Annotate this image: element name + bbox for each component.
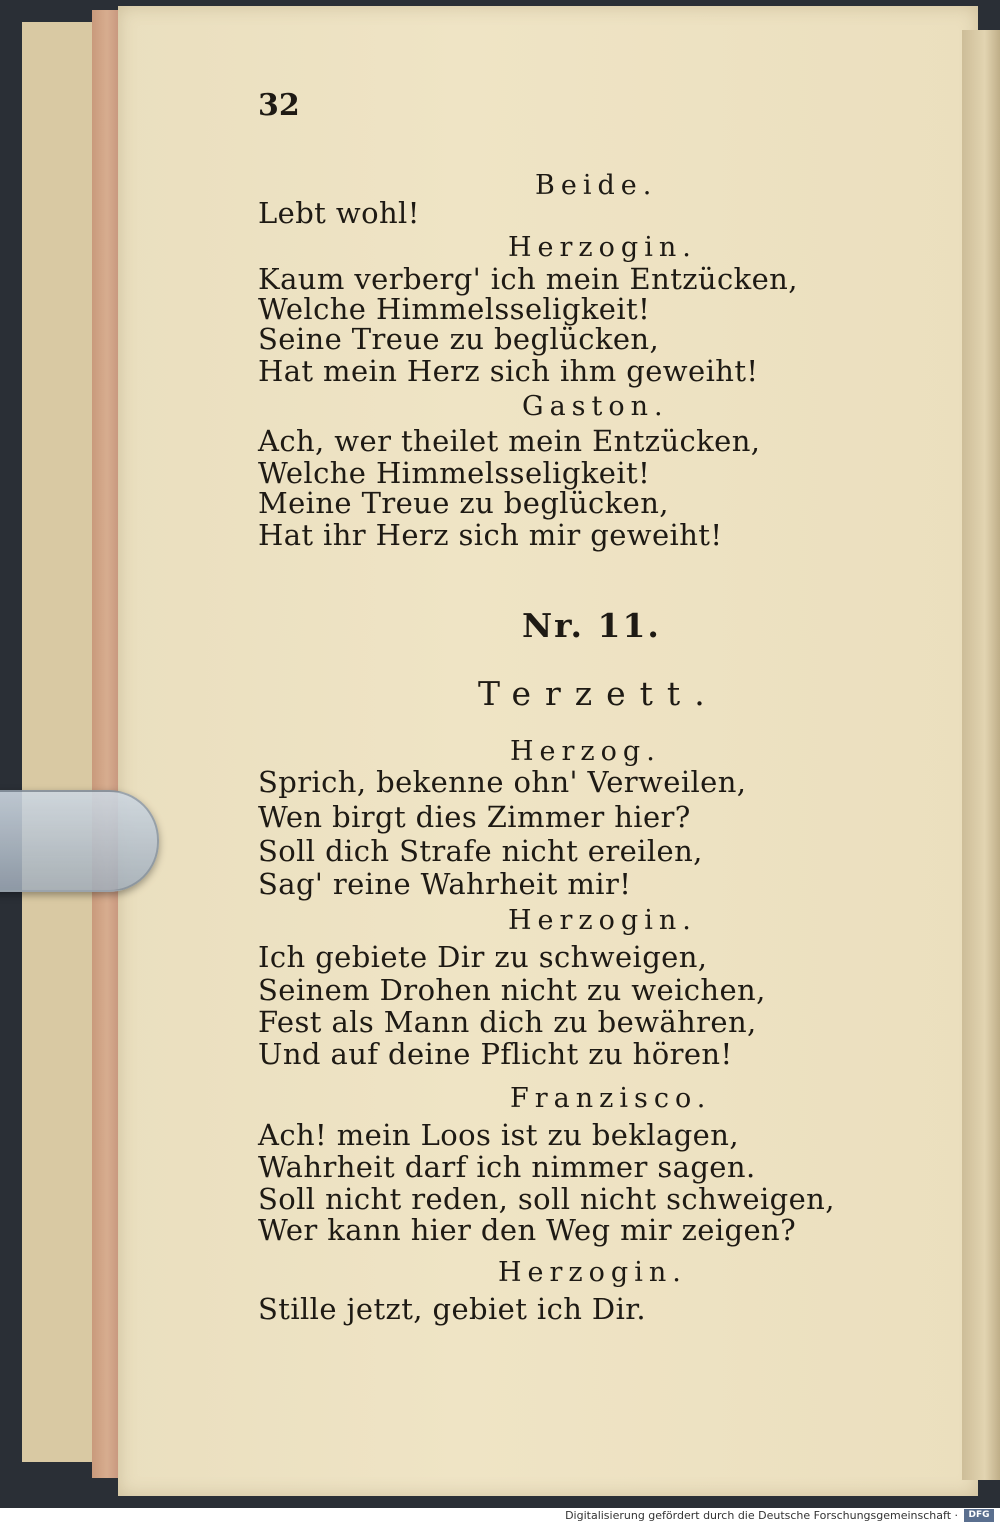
verse-line: Wen birgt dies Zimmer hier?: [258, 800, 691, 834]
verse-line: Ich gebiete Dir zu schweigen,: [258, 940, 708, 974]
verse-line: Ach, wer theilet mein Entzücken,: [258, 424, 761, 458]
verse-line: Welche Himmelsseligkeit!: [258, 456, 651, 490]
speaker-gaston: Gaston.: [522, 391, 669, 422]
speaker-franzisco: Franzisco.: [510, 1083, 712, 1114]
verse-line: Kaum verberg' ich mein Entzücken,: [258, 262, 798, 296]
verse-line: Seine Treue zu beglücken,: [258, 322, 660, 356]
speaker-herzogin: Herzogin.: [508, 905, 697, 936]
verse-line: Fest als Mann dich zu bewähren,: [258, 1005, 757, 1039]
verse-line: Seinem Drohen nicht zu weichen,: [258, 973, 766, 1007]
number-heading: Nr. 11.: [522, 606, 661, 645]
funding-credit: Digitalisierung gefördert durch die Deutsche Forschungsgemeinschaft ·: [565, 1509, 958, 1522]
verse-line: Meine Treue zu beglücken,: [258, 486, 669, 520]
dfg-logo: DFG: [964, 1509, 994, 1522]
piece-title: Terzett.: [478, 674, 719, 713]
verse-line: Wahrheit darf ich nimmer sagen.: [258, 1150, 756, 1184]
verse-line: Und auf deine Pflicht zu hören!: [258, 1037, 733, 1071]
speaker-herzog: Herzog.: [510, 736, 661, 767]
verse-line: Soll dich Strafe nicht ereilen,: [258, 834, 703, 868]
page-number: 32: [258, 88, 300, 123]
verse-line: Stille jetzt, gebiet ich Dir.: [258, 1292, 646, 1326]
verse-line: Welche Himmelsseligkeit!: [258, 292, 651, 326]
verse-line: Ach! mein Loos ist zu beklagen,: [258, 1118, 739, 1152]
verse-line: Lebt wohl!: [258, 196, 420, 230]
speaker-herzogin: Herzogin.: [498, 1257, 687, 1288]
speaker-herzogin: Herzogin.: [508, 232, 697, 263]
verse-line: Hat ihr Herz sich mir geweiht!: [258, 518, 723, 552]
verse-line: Soll nicht reden, soll nicht schweigen,: [258, 1182, 835, 1216]
verse-line: Hat mein Herz sich ihm geweiht!: [258, 354, 759, 388]
verse-line: Sprich, bekenne ohn' Verweilen,: [258, 765, 747, 799]
speaker-beide: Beide.: [535, 170, 658, 201]
verse-line: Wer kann hier den Weg mir zeigen?: [258, 1213, 797, 1247]
verse-line: Sag' reine Wahrheit mir!: [258, 867, 632, 901]
